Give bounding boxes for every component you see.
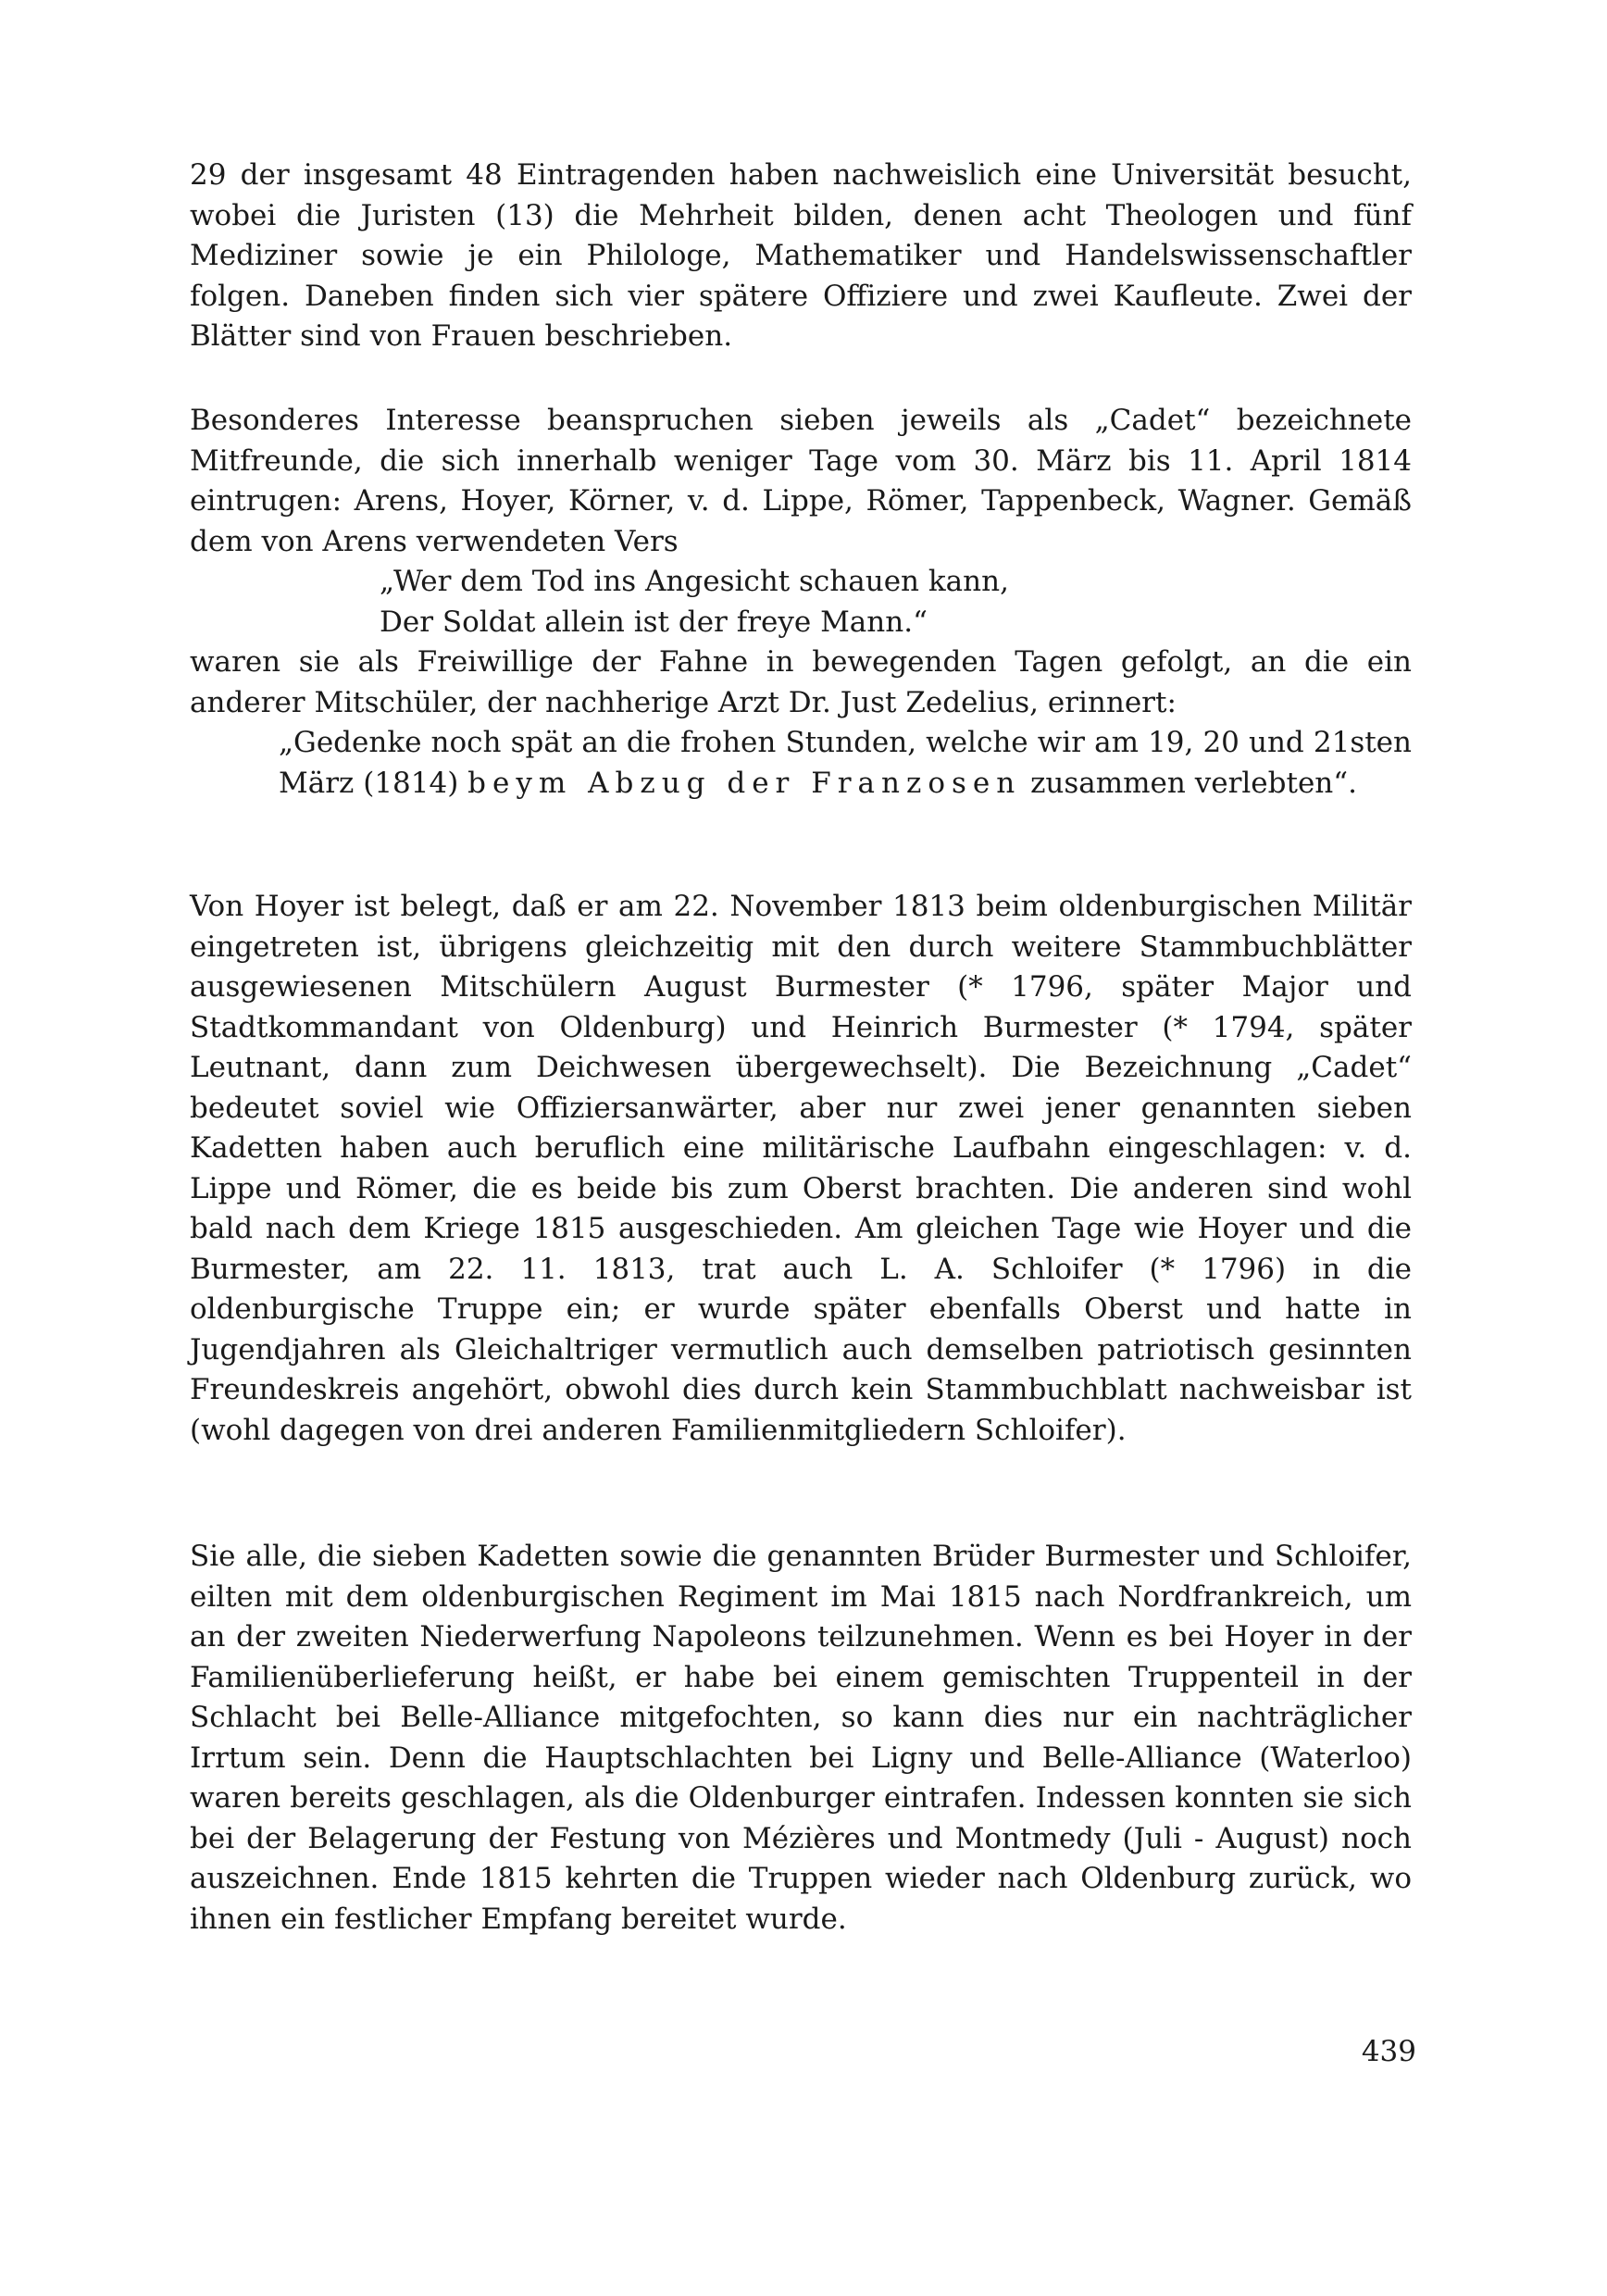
paragraph-hoyer-military [190, 887, 1412, 1451]
paragraph-students-overview [190, 156, 1412, 357]
paragraph-text: waren sie als Freiwillige der Fahne in bewegenden Tagen gefolgt, an die ein anderer Mitschüler, der nachherige Arzt Dr. Just Zedelius, erinnert: [190, 645, 1412, 719]
block-quote-zedelius [190, 723, 1412, 804]
quote-text: „Gedenke noch spät an die frohen Stunden, welche wir am 19, 20 und 21sten März (1814) [279, 726, 1412, 800]
quote-text: zusammen verlebten“. [1021, 766, 1357, 800]
verse-quote [190, 562, 1412, 643]
paragraph-text: Besonderes Interesse beanspruchen sieben jeweils als „Cadet“ bezeichnete Mitfreunde, die sich innerhalb weniger Tage vom 30. März bis 11. April 1814 eintrugen: Arens, Hoyer, Körner, v. d. Lippe, Römer, Tappenbeck, Wagner. Gemäß dem von Arens verwendeten Vers [190, 404, 1412, 558]
quote-spaced-text: beym Abzug der Franzosen [467, 766, 1022, 800]
paragraph-text: Sie alle, die sieben Kadetten sowie die genannten Brüder Burmester und Schloifer, eilten mit dem oldenburgischen Regiment im Mai 1815 nach Nordfrankreich, um an der zweiten Niederwerfung Napoleons teilzunehmen. Wenn es bei Hoyer in der Familienüberlieferung heißt, er habe bei einem gemischten Truppenteil in der Schlacht bei Belle-Alliance mitgefochten, so kann dies nur ein nachträglicher Irrtum sein. Denn die Hauptschlachten bei Ligny und Belle-Alliance (Waterloo) waren bereits geschlagen, als die Oldenburger eintrafen. Indessen konnten sie sich bei der Belagerung der Festung von Mézières und Montmedy (Juli - August) noch auszeichnen. Ende 1815 kehrten die Truppen wieder nach Oldenburg zurück, wo ihnen ein festlicher Empfang bereitet wurde. [190, 1540, 1412, 1936]
paragraph-regiment-1815 [190, 1537, 1412, 1940]
verse-line: „Wer dem Tod ins Angesicht schauen kann, [380, 565, 1009, 598]
paragraph-text: 29 der insgesamt 48 Eintragenden haben nachweislich eine Universität besucht, wobei die Juristen (13) die Mehrheit bilden, denen acht Theologen und fünf Mediziner sowie je ein Philologe, Mathematiker und Handelswissenschaftler folgen. Daneben finden sich vier spätere Offiziere und zwei Kaufleute. Zwei der Blätter sind von Frauen beschrieben. [190, 158, 1412, 353]
verse-line: Der Soldat allein ist der freye Mann.“ [380, 605, 928, 639]
paragraph-cadets [190, 401, 1412, 804]
page-number: 439 [1361, 2035, 1416, 2068]
paragraph-text: Von Hoyer ist belegt, daß er am 22. November 1813 beim oldenburgischen Militär eingetreten ist, übrigens gleichzeitig mit den durch weitere Stammbuchblätter ausgewiesenen Mitschülern August Burmester (* 1796, später Major und Stadtkommandant von Oldenburg) und Heinrich Burmester (* 1794, später Leutnant, dann zum Deichwesen übergewechselt). Die Bezeichnung „Cadet“ bedeutet soviel wie Offiziersanwärter, aber nur zwei jener genannten sieben Kadetten haben auch beruflich eine militärische Laufbahn eingeschlagen: v. d. Lippe und Römer, die es beide bis zum Oberst brachten. Die anderen sind wohl bald nach dem Kriege 1815 ausgeschieden. Am gleichen Tage wie Hoyer und die Burmester, am 22. 11. 1813, trat auch L. A. Schloifer (* 1796) in die oldenburgische Truppe ein; er wurde später ebenfalls Oberst und hatte in Jugendjahren als Gleichaltriger vermutlich auch demselben patriotisch gesinnten Freundeskreis angehört, obwohl dies durch kein Stammbuchblatt nachweisbar ist (wohl dagegen von drei anderen Familienmitgliedern Schloifer). [190, 890, 1412, 1447]
